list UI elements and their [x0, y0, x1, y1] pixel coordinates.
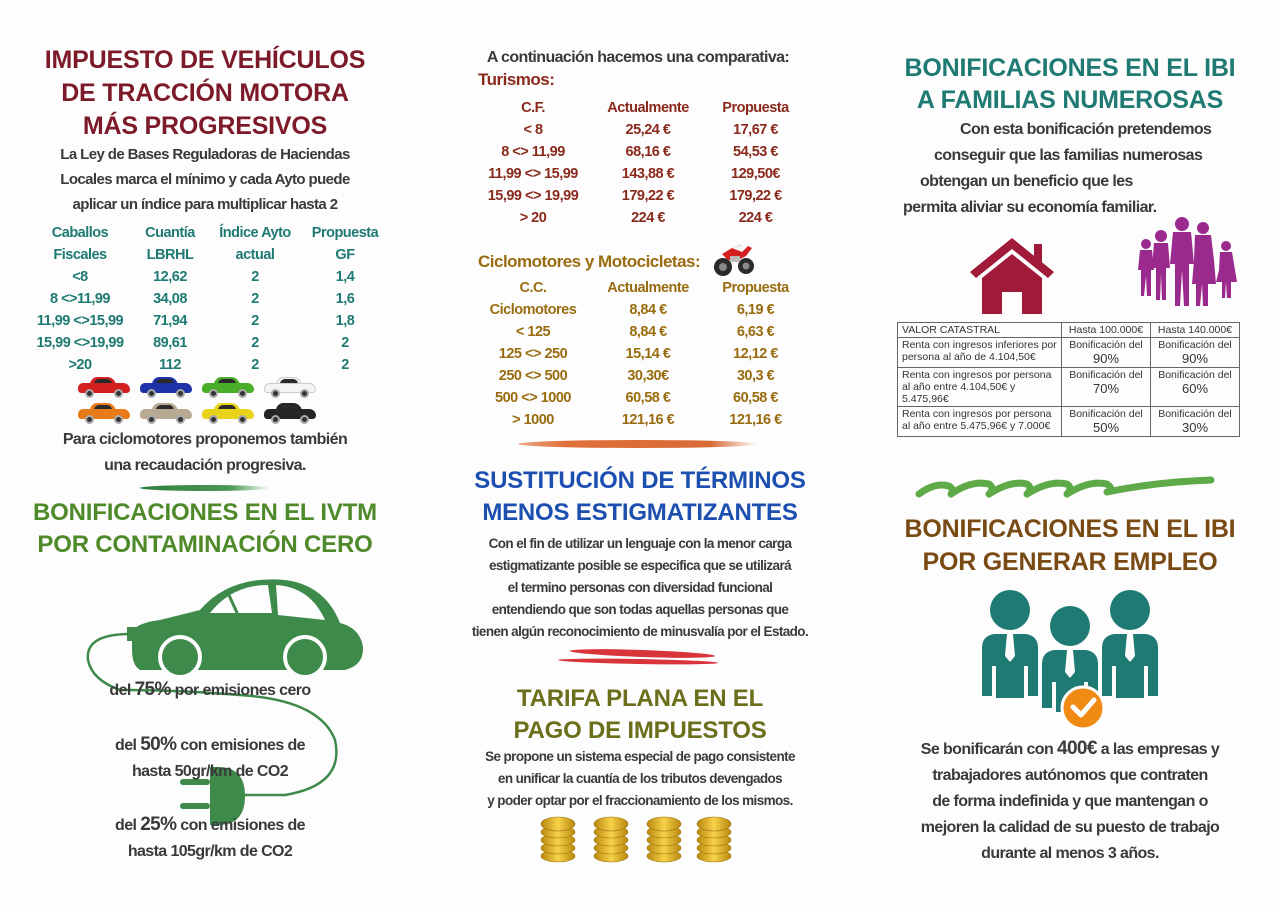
table-header: Cuantía	[145, 225, 195, 241]
ibi-families-title	[880, 52, 1260, 116]
table-cell: 60,58 €	[733, 390, 778, 406]
ivtm-intro	[20, 142, 390, 217]
table-cell	[1151, 338, 1240, 368]
table-cell: 1,8	[335, 313, 355, 329]
table-cell: 2	[341, 357, 349, 373]
bonus-percentage: 90%	[1092, 351, 1120, 366]
item-text: con emisiones de	[176, 817, 305, 834]
table-cell: Renta con ingresos por persona al año entre 5.475,96€ y 7.000€	[898, 407, 1062, 437]
body-text: Se bonificarán con	[920, 741, 1057, 758]
moped-note-line: una recaudación progresiva.	[104, 457, 306, 474]
terms-body-line: tienen algún reconocimiento de minusvalía por el Estado.	[471, 624, 809, 639]
table-cell: 179,22 €	[729, 188, 782, 204]
flat-rate-title	[455, 683, 825, 747]
table-cell: 30,30€	[627, 368, 669, 384]
item-prefix: del	[109, 682, 135, 699]
bonus-percentage: 30%	[1181, 420, 1209, 435]
table-header: C.C.	[519, 280, 547, 296]
terms-body	[455, 533, 825, 643]
item-text: por emisiones cero	[170, 682, 311, 699]
yellow-car-icon	[202, 402, 254, 422]
table-cell: 11,99 <>15,99	[36, 313, 124, 329]
ibi-employment-title	[880, 513, 1260, 579]
terms-body-line: Con el fin de utilizar un lenguaje con la menor carga	[488, 536, 792, 551]
brush-divider	[915, 476, 1215, 500]
table-header: C.F.	[521, 100, 545, 116]
zero-emission-item	[60, 676, 360, 705]
table-cell: Renta con ingresos inferiores por persona al año de 4.104,50€	[898, 338, 1062, 368]
body-text: durante al menos 3 años.	[981, 845, 1159, 862]
brush-divider	[558, 658, 718, 666]
brush-divider	[518, 440, 758, 448]
table-cell: 8,84 €	[629, 324, 667, 340]
table-cell: 125 <> 250	[498, 346, 568, 362]
ivtm-title-line: DE TRACCIÓN MOTORA	[61, 79, 349, 107]
table-header: Hasta 100.000€	[1062, 323, 1151, 338]
table-header: Actualmente	[607, 280, 689, 296]
table-cell: <8	[72, 269, 88, 285]
table-cell: < 125	[515, 324, 551, 340]
item-percentage: 25%	[140, 814, 177, 835]
zero-emission-title	[20, 497, 390, 561]
table-cell: 6,63 €	[736, 324, 775, 340]
table-cell: > 1000	[512, 412, 554, 428]
item-percentage: 75%	[134, 679, 171, 700]
table-cell: 12,12 €	[733, 346, 778, 362]
table-header: actual	[235, 247, 275, 263]
bonus-label: Bonificación del	[1158, 369, 1232, 381]
family-icon	[1136, 214, 1240, 310]
flat-rate-body-line: en unificar la cuantía de los tributos devengados	[497, 771, 783, 786]
table-cell: < 8	[523, 122, 543, 138]
table-cell	[1151, 368, 1240, 407]
table-header: Propuesta	[311, 225, 379, 241]
ibi-families-title-line: BONIFICACIONES EN EL IBI	[904, 54, 1236, 82]
table-cell: 179,22 €	[621, 188, 675, 204]
ivtm-title-line: IMPUESTO DE VEHÍCULOS	[44, 46, 366, 74]
table-cell: 6,19 €	[736, 302, 775, 318]
table-row	[898, 407, 1240, 437]
table-cell: 121,16 €	[729, 412, 782, 428]
terms-body-line: entendiendo que son todas aquellas personas que	[491, 602, 789, 617]
bonus-percentage: 90%	[1181, 351, 1209, 366]
table-cell: 15,99 <> 19,99	[487, 188, 579, 204]
table-cell: 8,84 €	[629, 302, 667, 318]
ivtm-rates-table	[30, 222, 390, 376]
flat-rate-body-line: Se propone un sistema especial de pago consistente	[485, 749, 795, 764]
zero-emission-item	[60, 732, 360, 785]
zero-emission-title-line: BONIFICACIONES EN EL IVTM	[33, 499, 377, 526]
bonus-label: Bonificación del	[1158, 408, 1232, 420]
ibi-employment-title-line: BONIFICACIONES EN EL IBI	[904, 515, 1236, 543]
table-cell: 71,94	[153, 313, 187, 329]
table-cell: 89,61	[153, 335, 187, 351]
orange-car-icon	[78, 402, 130, 422]
table-row	[898, 338, 1240, 368]
bonus-percentage: 50%	[1092, 420, 1120, 435]
ibi-employment-body	[880, 736, 1260, 867]
ibi-families-body-line: permita aliviar su economía familiar.	[903, 199, 1157, 216]
table-header: Actualmente	[607, 100, 689, 116]
coin-stack	[647, 817, 681, 862]
item-prefix: del	[115, 817, 141, 834]
terms-title-line: MENOS ESTIGMATIZANTES	[482, 499, 798, 526]
table-cell: 2	[251, 269, 259, 285]
coin-stacks-icon	[538, 812, 738, 864]
table-cell: 25,24 €	[625, 122, 671, 138]
table-cell: Ciclomotores	[489, 302, 577, 318]
flat-rate-body-line: y poder optar por el fraccionamiento de los mismos.	[487, 793, 793, 808]
item-text: con emisiones de	[176, 737, 305, 754]
table-cell: 121,16 €	[621, 412, 675, 428]
table-cell: 8 <>11,99	[49, 291, 110, 307]
coin-stack	[594, 817, 628, 862]
table-cell: > 20	[519, 210, 547, 226]
table-cell: 2	[251, 313, 259, 329]
moped-note-line: Para ciclomotores proponemos también	[62, 431, 348, 448]
bonus-label: Bonificación del	[1158, 339, 1232, 351]
body-text: mejoren la calidad de su puesto de trabajo	[920, 819, 1220, 836]
table-cell: 2	[251, 291, 259, 307]
coin-stack	[697, 817, 731, 862]
table-cell: 112	[159, 357, 181, 373]
table-header: Caballos	[51, 225, 109, 241]
motorcycle-icon	[712, 238, 756, 278]
zero-emission-item	[60, 812, 360, 865]
ivtm-title	[20, 44, 390, 143]
employees-icon	[980, 586, 1160, 731]
table-cell: 15,99 <>19,99	[36, 335, 124, 351]
table-row	[898, 368, 1240, 407]
table-cell: 8 <> 11,99	[501, 144, 565, 160]
item-text: hasta 50gr/km de CO2	[131, 763, 289, 780]
item-prefix: del	[115, 737, 141, 754]
table-cell: 2	[341, 335, 349, 351]
ibi-families-title-line: A FAMILIAS NUMEROSAS	[916, 86, 1224, 114]
table-cell: 34,08	[153, 291, 187, 307]
table-cell: 68,16 €	[625, 144, 671, 160]
motos-title: Ciclomotores y Motocicletas:	[478, 252, 701, 271]
house-icon	[966, 234, 1058, 316]
car-icons-grid	[78, 376, 328, 422]
ivtm-intro-line: La Ley de Bases Reguladoras de Haciendas	[60, 146, 350, 163]
table-cell	[1062, 368, 1151, 407]
ivtm-title-line: MÁS PROGRESIVOS	[82, 112, 328, 140]
terms-body-line: estigmatizante posible se especifica que se utilizará	[488, 558, 792, 573]
flat-rate-body	[455, 746, 825, 812]
table-header: LBRHL	[146, 247, 194, 263]
table-header: Hasta 140.000€	[1151, 323, 1240, 338]
table-header: VALOR CATASTRAL	[898, 323, 1062, 338]
flat-rate-title-line: TARIFA PLANA EN EL	[516, 685, 764, 712]
green-car-icon	[202, 376, 254, 396]
table-header: Índice Ayto	[219, 225, 291, 241]
table-header: Propuesta	[722, 280, 789, 296]
ibi-families-body-line: conseguir que las familias numerosas	[934, 147, 1203, 164]
table-cell: Renta con ingresos por persona al año entre 4.104,50€ y 5.475,96€	[898, 368, 1062, 407]
ibi-employment-title-line: POR GENERAR EMPLEO	[922, 548, 1218, 576]
table-cell: 143,88 €	[621, 166, 675, 182]
ivtm-intro-line: Locales marca el mínimo y cada Ayto puede	[60, 171, 350, 188]
blue-car-icon	[140, 376, 192, 396]
silver-car-icon	[140, 402, 192, 422]
table-cell: 11,99 <> 15,99	[488, 166, 578, 182]
table-cell: 224 €	[738, 210, 773, 226]
terms-title-line: SUSTITUCIÓN DE TÉRMINOS	[474, 467, 806, 494]
body-text: trabajadores autónomos que contraten	[932, 767, 1208, 784]
table-cell: 17,67 €	[733, 122, 778, 138]
table-header: Fiscales	[53, 247, 107, 263]
table-header-row	[898, 323, 1240, 338]
comparison-intro: A continuación hacemos una comparativa:	[486, 49, 790, 66]
ivtm-intro-line: aplicar un índice para multiplicar hasta 2	[72, 196, 338, 213]
table-cell: 2	[251, 357, 259, 373]
table-cell: 2	[251, 335, 259, 351]
table-cell	[1062, 338, 1151, 368]
table-header: Propuesta	[722, 100, 789, 116]
black-car-icon	[264, 402, 316, 422]
table-cell: 15,14 €	[625, 346, 671, 362]
bonus-label: Bonificación del	[1069, 408, 1143, 420]
bonus-label: Bonificación del	[1069, 369, 1143, 381]
body-text: a las empresas y	[1096, 741, 1220, 758]
bonus-percentage: 60%	[1181, 381, 1209, 396]
terms-title	[455, 465, 825, 529]
turismos-table	[478, 97, 803, 229]
table-cell: 1,6	[335, 291, 355, 307]
bonus-label: Bonificación del	[1069, 339, 1143, 351]
coin-stack	[541, 817, 575, 862]
table-cell	[1151, 407, 1240, 437]
body-text: de forma indefinida y que mantengan o	[932, 793, 1208, 810]
brush-divider	[140, 485, 270, 491]
item-text: hasta 105gr/km de CO2	[127, 843, 293, 860]
table-cell: 12,62	[153, 269, 187, 285]
table-cell: 250 <> 500	[498, 368, 568, 384]
turismos-title: Turismos:	[478, 70, 555, 89]
bonus-amount: 400€	[1056, 738, 1097, 759]
table-cell: 500 <> 1000	[495, 390, 571, 406]
terms-body-line: el termino personas con diversidad funcional	[507, 580, 773, 595]
table-cell: 30,3 €	[736, 368, 775, 384]
table-cell: 224 €	[631, 210, 665, 226]
zero-emission-title-line: POR CONTAMINACIÓN CERO	[37, 531, 373, 558]
ibi-families-table	[897, 322, 1240, 437]
table-cell: 60,58 €	[625, 390, 671, 406]
table-cell: 54,53 €	[733, 144, 778, 160]
moped-note	[20, 427, 390, 479]
table-cell: 129,50€	[731, 166, 780, 182]
table-cell: >20	[68, 357, 92, 373]
table-cell	[1062, 407, 1151, 437]
red-car-icon	[78, 376, 130, 396]
flat-rate-title-line: PAGO DE IMPUESTOS	[513, 717, 767, 744]
white-car-icon	[264, 376, 316, 396]
ibi-families-body-line: Con esta bonificación pretendemos	[960, 121, 1212, 138]
table-cell: 1,4	[335, 269, 355, 285]
ibi-families-body-line: obtengan un beneficio que les	[920, 173, 1133, 190]
bonus-percentage: 70%	[1092, 381, 1120, 396]
item-percentage: 50%	[140, 734, 177, 755]
table-header: GF	[335, 247, 355, 263]
motos-table	[478, 277, 803, 431]
